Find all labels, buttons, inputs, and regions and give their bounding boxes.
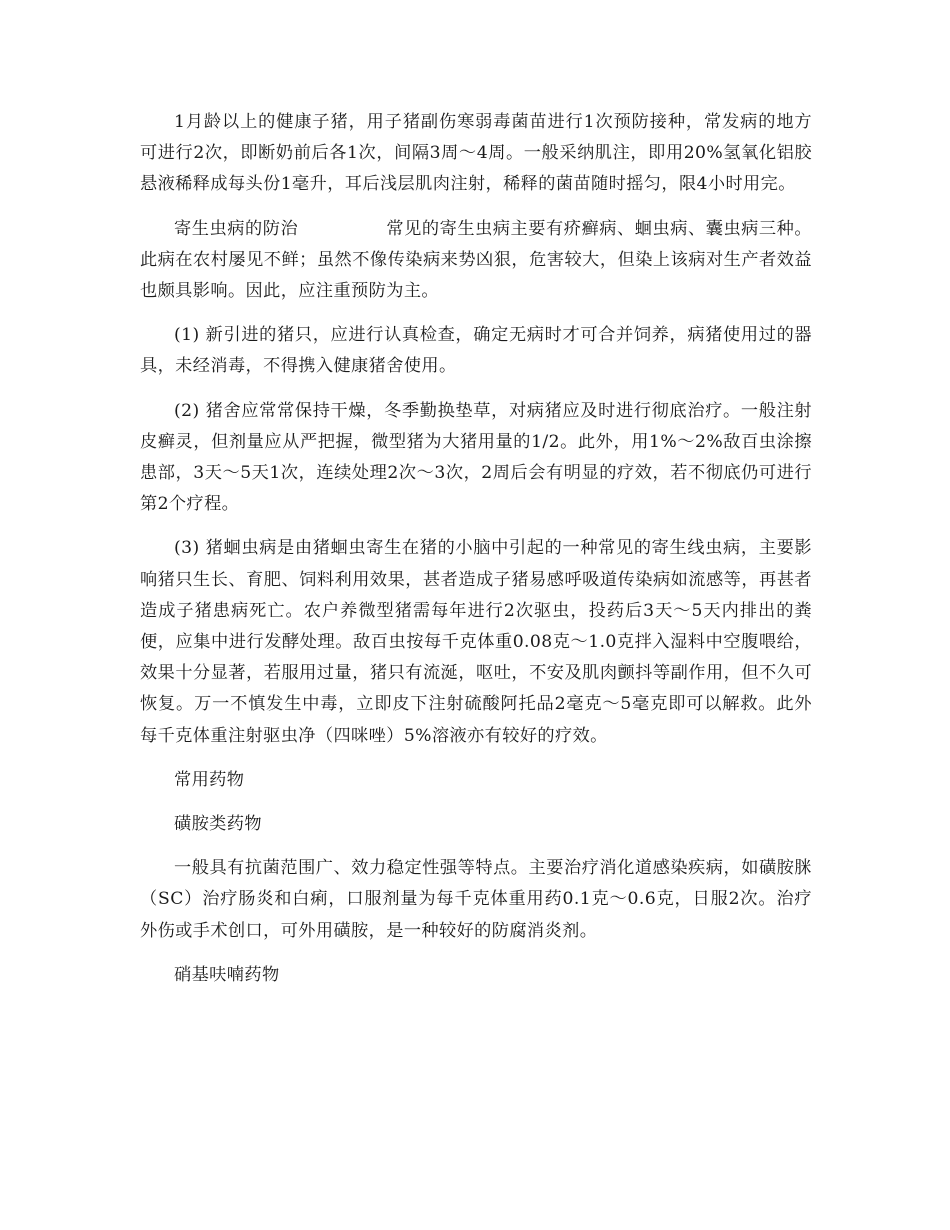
document-body — [140, 107, 812, 1004]
heading-common-drugs: 常用药物 — [174, 769, 245, 790]
parasite-body: 常见的寄生虫病主要有疥癣病、蛔虫病、囊虫病三种。此病在农村屡见不鲜；虽然不像传染病来势凶狠，危害较大，但染上该病对生产者效益也颇具影响。因此，应注重预防为主。 — [140, 218, 812, 302]
paragraph-item-1: (1) 新引进的猪只，应进行认真检查，确定无病时才可合并饲养，病猪使用过的器具，未经消毒，不得携入健康猪舍使用。 — [140, 325, 812, 377]
heading-nitrofurans: 硝基呋喃药物 — [174, 964, 280, 985]
paragraph-parasite-intro — [140, 214, 812, 308]
paragraph-sulfonamides: 一般具有抗菌范围广、效力稳定性强等特点。主要治疗消化道感染疾病，如磺胺脒（SC）治疗肠炎和白痢，口服剂量为每千克体重用药0.1克～0.6克，日服2次。治疗外伤或手术创口，可外用磺胺，是一种较好的防腐消炎剂。 — [140, 858, 812, 941]
paragraph-vaccination: 1月龄以上的健康子猪，用子猪副伤寒弱毒菌苗进行1次预防接种，常发病的地方可进行2次，即断奶前后各1次，间隔3周～4周。一般采纳肌注，即用20%氢氧化铝胶悬液稀释成每头份1毫升，耳后浅层肌肉注射，稀释的菌苗随时摇匀，限4小时用完。 — [140, 112, 812, 195]
heading-sulfonamides: 磺胺类药物 — [174, 814, 262, 835]
paragraph-item-3: (3) 猪蛔虫病是由猪蛔虫寄生在猪的小脑中引起的一种常见的寄生线虫病，主要影响猪只生长、育肥、饲料利用效果，甚者造成子猪易感呼吸道传染病如流感等，再甚者造成子猪患病死亡。农户养微型猪需每年进行2次驱虫，投药后3天～5天内排出的粪便，应集中进行发酵处理。敌百虫按每千克体重0.08克～1.0克拌入湿料中空腹喂给，效果十分显著，若服用过量，猪只有流涎，呕吐，不安及肌肉颤抖等副作用，但不久可恢复。万一不慎发生中毒，立即皮下注射硫酸阿托品2毫克～5毫克即可以解救。此外每千克体重注射驱虫净（四咪唑）5%溶液亦有较好的疗效。 — [140, 538, 812, 746]
paragraph-item-2: (2) 猪舍应常常保持干燥，冬季勤换垫草，对病猪应及时进行彻底治疗。一般注射皮癣灵，但剂量应从严把握，微型猪为大猪用量的1/2。此外，用1%～2%敌百虫涂擦患部，3天～5天1次，连续处理2次～3次，2周后会有明显的疗效，若不彻底仍可进行第2个疗程。 — [140, 400, 812, 515]
parasite-heading: 寄生虫病的防治 — [174, 218, 299, 239]
